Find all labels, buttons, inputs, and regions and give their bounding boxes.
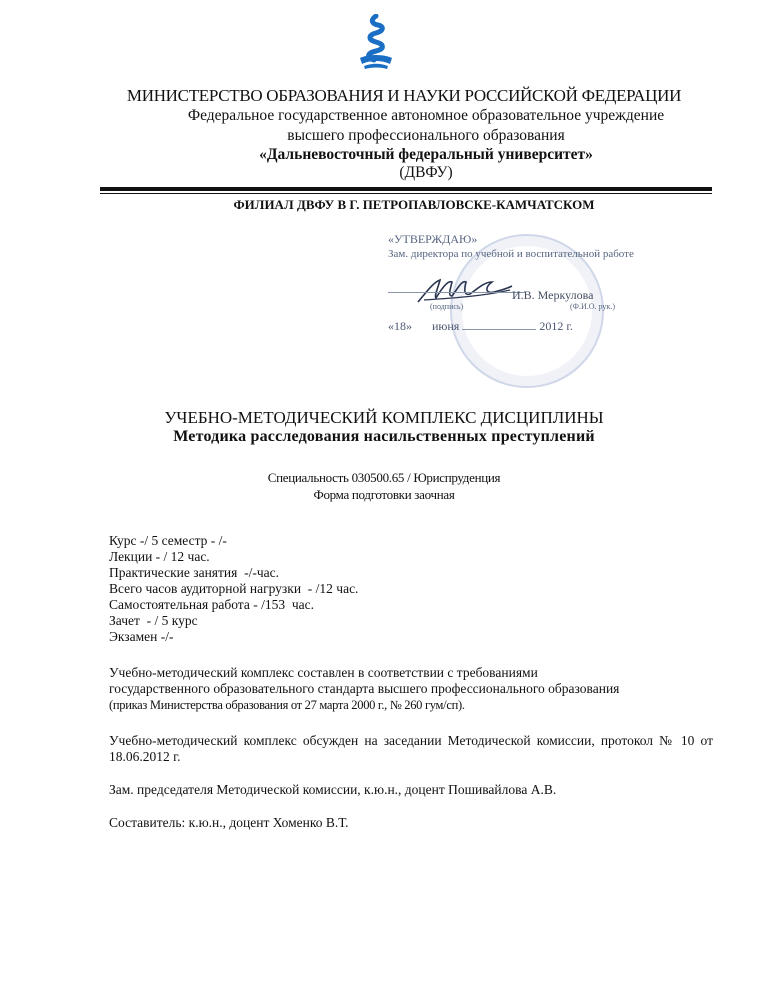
approval-heading: «УТВЕРЖДАЮ» [388,232,478,246]
approval-month: июня [432,319,460,333]
p1-line2: государственного образовательного стандарта высшего профессионального образования [109,681,620,696]
deputy-chair-line: Зам. председателя Методической комиссии, к.ю.н., доцент Пошивайлова А.В. [109,782,557,797]
study-form: Форма подготовки заочная [313,487,455,502]
header-divider-thick [100,187,712,191]
header-divider-thin [100,193,712,194]
dvfu-logo-icon [354,14,398,70]
signature-caption: (подпись) [430,302,464,311]
ministry-heading: МИНИСТЕРСТВО ОБРАЗОВАНИЯ И НАУКИ РОССИЙСКОЙ ФЕДЕРАЦИИ [126,86,682,105]
commission-paragraph: Учебно-методический комплекс обсужден на заседании Методической комиссии, протокол № 10 от 18.06.2012 г. [109,733,713,764]
p1-line1: Учебно-методический комплекс составлен в соответствии с требованиями [109,665,538,680]
university-abbr: (ДВФУ) [399,164,453,181]
approval-stamp [380,228,684,376]
handwritten-signature [414,270,514,308]
university-name: «Дальневосточный федеральный университет» [259,146,593,163]
signature-line [388,292,526,293]
document-title: УЧЕБНО-МЕТОДИЧЕСКИЙ КОМПЛЕКС ДИСЦИПЛИНЫ [164,408,604,427]
info-line-total: Всего часов аудиторной нагрузки - /12 час. [109,581,359,596]
specialty: Специальность 030500.65 / Юриспруденция [267,470,501,485]
standard-compliance-paragraph [109,665,713,713]
approval-year: 2012 г. [539,319,573,333]
approver-name: И.В. Меркулова [512,288,594,302]
info-line-exam: Экзамен -/- [109,629,174,644]
info-line-course: Курс -/ 5 семестр - /- [109,533,227,548]
name-caption: (Ф.И.О. рук.) [570,302,615,311]
info-line-lectures: Лекции - / 12 час. [109,549,210,564]
discipline-name: Методика расследования насильственных преступлений [173,428,595,445]
education-level: высшего профессионального образования [287,127,565,144]
info-line-practice: Практические занятия -/-час. [109,565,279,580]
info-line-self-study: Самостоятельная работа - /153 час. [109,597,315,612]
author-line: Составитель: к.ю.н., доцент Хоменко В.Т. [109,815,349,830]
course-hours-list [109,533,358,645]
approval-day: «18» [388,319,412,333]
info-line-credit: Зачет - / 5 курс [109,613,198,628]
approval-date [388,319,573,334]
branch-name: ФИЛИАЛ ДВФУ В Г. ПЕТРОПАВЛОВСКЕ-КАМЧАТСКОМ [233,197,595,212]
institution-type: Федеральное государственное автономное образовательное учреждение [187,107,665,124]
approver-title: Зам. директора по учебной и воспитательной работе [388,248,634,260]
p1-line3: (приказ Министерства образования от 27 марта 2000 г., № 260 гум/сп). [109,698,465,712]
